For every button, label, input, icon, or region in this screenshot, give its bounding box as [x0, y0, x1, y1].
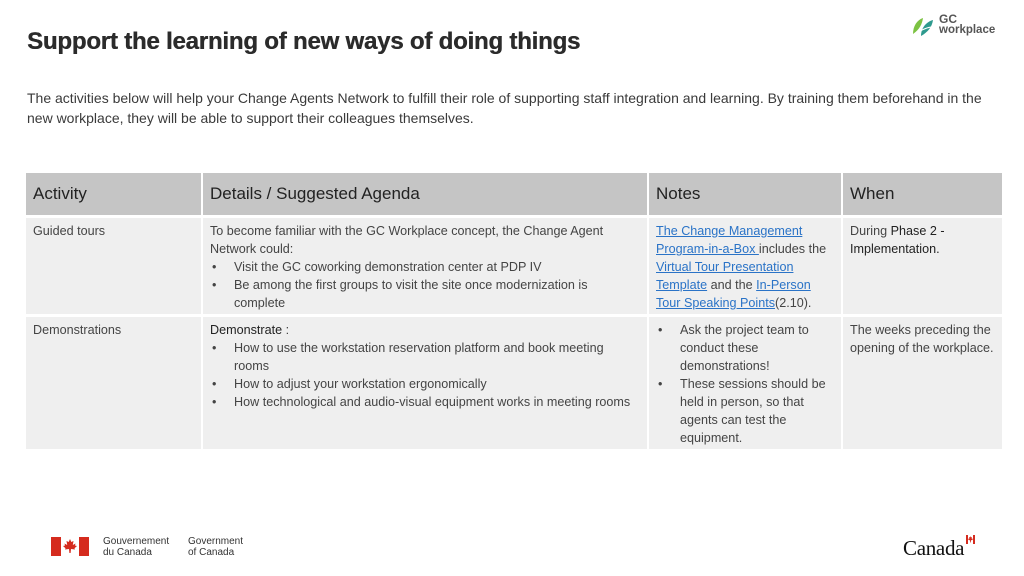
details-lead: Demonstrate [210, 323, 283, 337]
list-item: • Visit the GC coworking demonstration center at PDP IV [210, 258, 640, 276]
fip-english-line2: of Canada [188, 547, 235, 558]
canada-wordmark-flag-icon [966, 535, 975, 544]
details-intro: To become familiar with the GC Workplace concept, the Change Agent Network could: [210, 224, 604, 256]
table-row [26, 317, 1002, 449]
when-demonstrations: The weeks preceding the opening of the workplace. [843, 317, 1002, 449]
details-guided-tours [203, 218, 647, 314]
change-management-link[interactable]: The Change Management Program-in-a-Box [656, 224, 803, 256]
canada-wordmark [903, 536, 964, 561]
list-item: • Ask the project team to conduct these demonstrations! [656, 321, 834, 375]
page-title: Support the learning of new ways of doing things [27, 28, 581, 55]
notes-guided-tours [649, 218, 841, 314]
header-notes: Notes [649, 173, 841, 215]
list-item: • How to adjust your workstation ergonomically [210, 375, 640, 393]
notes-text: and the [707, 278, 757, 292]
table-row [26, 218, 1002, 314]
when-guided-tours [843, 218, 1002, 314]
notes-list [656, 321, 834, 447]
fip-french-line2: du Canada [103, 547, 152, 558]
when-prefix: During [850, 224, 891, 238]
list-item: • How to use the workstation reservation platform and book meeting rooms [210, 339, 640, 375]
canada-flag-icon [51, 537, 89, 556]
notes-text: includes the [758, 242, 827, 256]
intro-paragraph: The activities below will help your Change Agents Network to fulfill their role of supporting staff integration and learning. By training them beforehand in the new workplace, they will be able to support their colleagues themselves. [27, 90, 982, 126]
canada-wordmark-text: Canada [903, 536, 965, 560]
logo-line1: GC [939, 12, 957, 26]
notes-demonstrations [649, 317, 841, 449]
virtual-tour-link[interactable]: Virtual Tour Presentation Template [656, 260, 794, 292]
agenda-table [24, 170, 1004, 452]
list-item: • Be among the first groups to visit the site once modernization is complete [210, 276, 640, 312]
header-activity: Activity [26, 173, 201, 215]
table-header-row [26, 173, 1002, 215]
details-list [210, 258, 640, 312]
gc-workplace-leaf-icon [911, 16, 937, 38]
logo-line2: workplace [939, 24, 996, 36]
fip-french-line1: Gouvernement [103, 536, 170, 547]
details-list [210, 339, 640, 411]
in-person-tour-link[interactable]: In-Person Tour Speaking Points [656, 278, 811, 310]
details-demonstrations [203, 317, 647, 449]
fip-english-line1: Government [188, 536, 244, 547]
activity-guided-tours: Guided tours [26, 218, 201, 314]
list-item: • How technological and audio-visual equipment works in meeting rooms [210, 393, 640, 411]
when-phase: Phase 2 - Implementation. [850, 224, 945, 256]
header-details: Details / Suggested Agenda [203, 173, 647, 215]
list-item: • These sessions should be held in person, so that agents can test the equipment. [656, 375, 834, 447]
activity-demonstrations: Demonstrations [26, 317, 201, 449]
gc-workplace-logo [911, 14, 1001, 40]
header-when: When [843, 173, 1002, 215]
notes-text: (2.10). [775, 296, 812, 310]
details-colon: : [282, 323, 290, 337]
